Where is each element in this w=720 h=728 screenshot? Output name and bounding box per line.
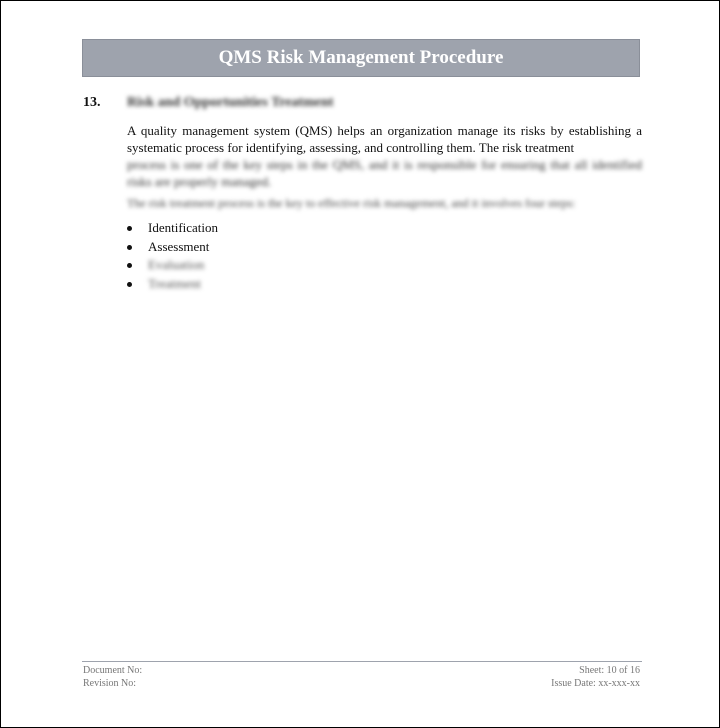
footer-right [551,664,640,690]
list-item [127,275,218,294]
list-item-text: Identification [148,220,219,235]
sheet-number: Sheet: 10 of 16 [579,665,640,676]
footer-left [83,664,142,690]
revision-number-label: Revision No: [83,678,137,689]
document-number-label: Document No: [83,665,143,676]
bullet-icon [127,282,132,287]
list-item-text: Treatment [148,275,201,291]
list-item [127,256,218,275]
section-title: Risk and Opportunities Treatment [127,95,334,110]
intro-paragraph: A quality management system (QMS) helps an organization manage its risks by establishing a systematic process for identifying, assessing, and controlling them. The risk treatment [127,123,642,155]
steps-list [127,219,218,293]
footer-divider [82,661,642,662]
issue-date: Issue Date: xx-xxx-xx [551,678,640,689]
bullet-icon [127,226,132,231]
list-item-text: Assessment [148,238,210,254]
document-title-bar [82,39,640,77]
section-number: 13. [83,95,101,110]
bullet-icon [127,245,132,250]
list-item [127,238,218,257]
bullet-icon [127,263,132,268]
steps-paragraph: The risk treatment process is the key to effective risk management, and it involves four steps: [127,196,576,210]
document-title: QMS Risk Management Procedure [218,47,504,68]
list-item-text: Evaluation [148,257,205,272]
intro-paragraph-continued: process is one of the key steps in the QMS, and it is responsible for ensuring that all identified risks are properly managed. [127,157,642,189]
list-item [127,219,218,238]
